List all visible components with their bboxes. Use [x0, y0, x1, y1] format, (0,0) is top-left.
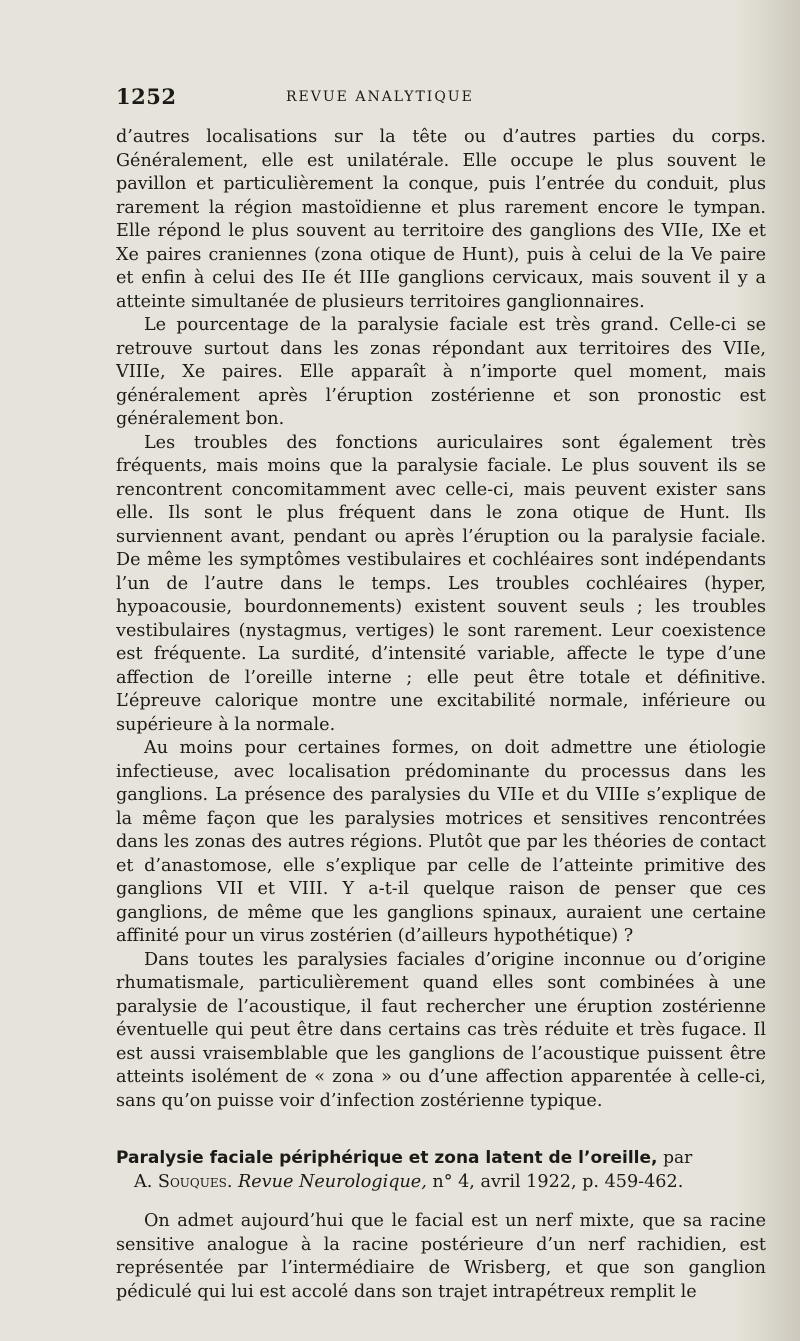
article-first-paragraph: On admet aujourd’hui que le facial est un nerf mixte, que sa racine sensitive analogue à la racine postérieure d’un nerf rachidien, est représentée par l’intermédiaire de Wrisberg, et que son ganglion pédiculé qui lui est accolé dans son trajet intrapétreux remplit le: [116, 1211, 766, 1302]
article-by: par: [663, 1148, 693, 1168]
paragraph-facial-paralysis: Le pourcentage de la paralysie faciale est très grand. Celle-ci se retrouve surtout dans les zonas répondant aux territoires des VIIe, VIIIe, Xe paires. Elle apparaît à n’importe quel moment, mais généralement après l’éruption zostérienne et son pronostic est généralement bon.: [116, 315, 766, 429]
article-reference: [116, 1171, 766, 1195]
paragraph-auricular-troubles: Les troubles des fonctions auriculaires sont également très fréquents, mais moins que la paralysie faciale. Le plus souvent ils se rencontrent concomitamment avec celle-ci, mais peuvent exister sans elle. Ils sont le plus fréquent dans le zona otique de Hunt. Ils surviennent avant, pendant ou après l’éruption ou la paralysie faciale. De même les symptômes vestibulaires et cochléaires sont indépendants l’un de l’autre dans le temps. Les troubles cochléaires (hyper, hypoacousie, bourdonnements) existent souvent seuls ; les troubles vestibulaires (nystagmus, vertiges) le sont rarement. Leur coexistence est fréquente. La surdité, d’intensité variable, affecte le type d’une affection de l’oreille interne ; elle peut être totale et définitive. L’épreuve calorique montre une excitabilité normale, inférieure ou supérieure à la normale.: [116, 432, 766, 735]
article-title: Paralysie faciale périphérique et zona latent de l’oreille,: [116, 1148, 658, 1168]
paragraph-conclusion: Dans toutes les paralysies faciales d’origine inconnue ou d’origine rhumatismale, particulièrement quand elles sont combinées à une paralysie de l’acoustique, il faut rechercher une éruption zostérienne éventuelle qui peut être dans certains cas très réduite et très fugace. Il est aussi vraisemblable que les ganglions de l’acoustique puissent être atteints isolément de « zona » ou d’une affection apparentée à celle-ci, sans qu’on puisse voir d’infection zostérienne typique.: [116, 949, 766, 1111]
article-journal: Revue Neurologique,: [238, 1171, 427, 1192]
page-number: 1252: [116, 84, 177, 109]
article-author: A. Souques.: [134, 1171, 233, 1192]
page-header: [116, 84, 756, 114]
running-title: REVUE ANALYTIQUE: [286, 89, 474, 105]
paragraph-etiology: Au moins pour certaines formes, on doit admettre une étiologie infectieuse, avec localisation prédominante du processus dans les ganglions. La présence des paralysies du VIIe et du VIIIe s’explique de la même façon que les paralysies motrices et sensitives rencontrées dans les zonas des autres régions. Plutôt que par les théories de contact et d’anastomose, elle s’explique par celle de l’atteinte primitive des ganglions VII et VIII. Y a-t-il quelque raison de penser que ces ganglions, de même que les ganglions spinaux, auraient une certaine affinité pour un virus zostérien (d’ailleurs hypothétique) ?: [116, 738, 766, 946]
article-heading: [116, 1147, 766, 1194]
body-text: [116, 126, 766, 1304]
article-citation: n° 4, avril 1922, p. 459-462.: [432, 1171, 684, 1192]
paragraph-continued: d’autres localisations sur la tête ou d’autres parties du corps. Généralement, elle est unilatérale. Elle occupe le plus souvent le pavillon et particulièrement la conque, puis l’entrée du conduit, plus rarement la région mastoïdienne et plus rarement encore le tympan. Elle répond le plus souvent au territoire des ganglions des VIIe, IXe et Xe paires craniennes (zona otique de Hunt), puis à celui de la Ve paire et enfin à celui des IIe ét IIIe ganglions cervicaux, mais souvent il y a atteinte simultanée de plusieurs territoires ganglionnaires.: [116, 127, 766, 312]
